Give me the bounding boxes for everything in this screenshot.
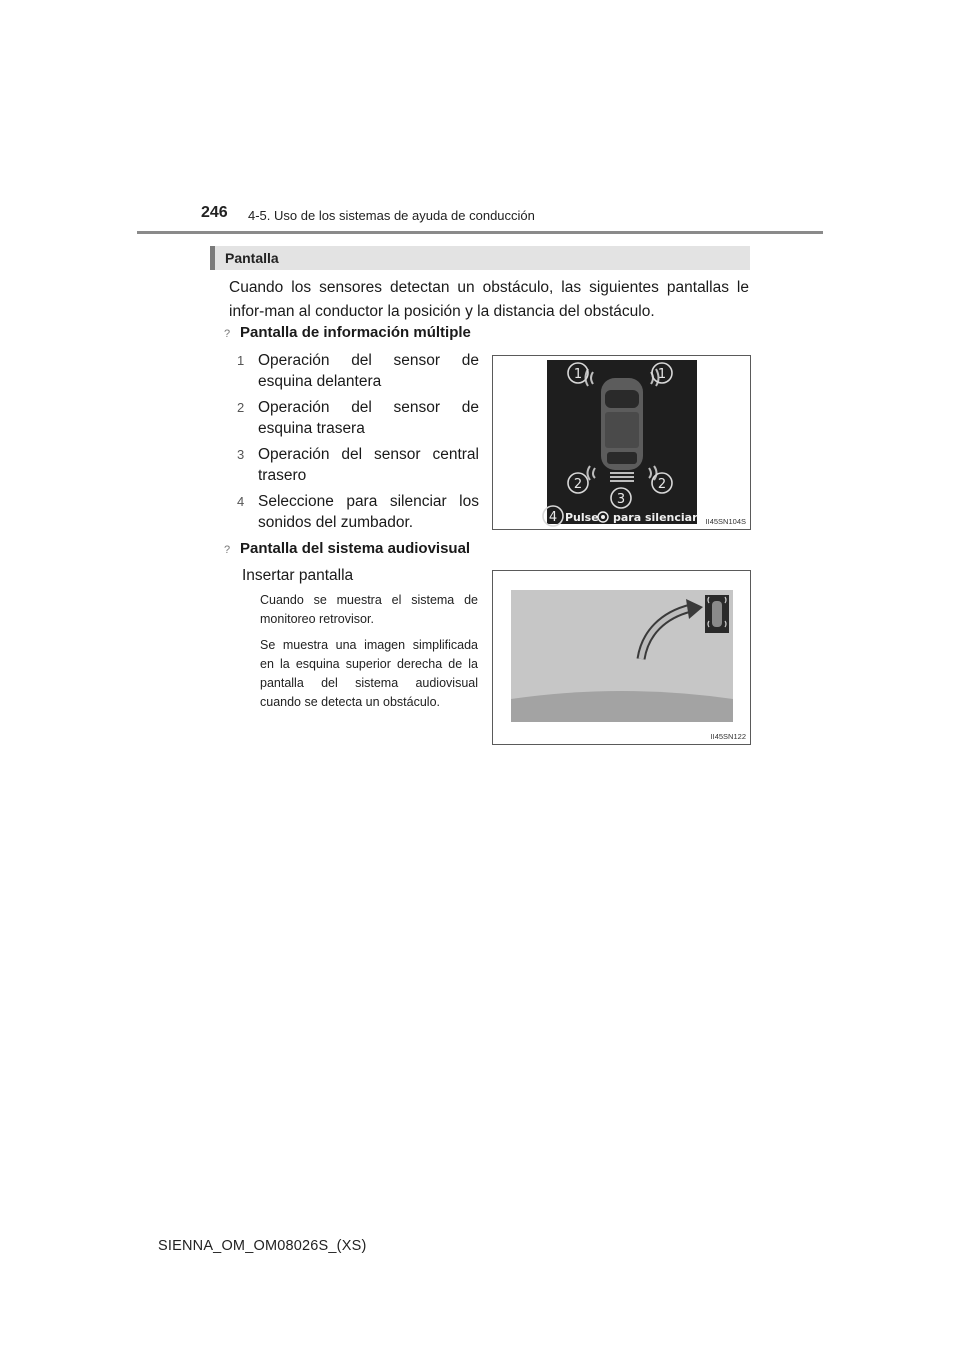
item-text: Operación del sensor central trasero	[258, 446, 479, 484]
figure-code: II45SN122	[710, 732, 746, 741]
list-item	[237, 444, 479, 488]
figure-audio-screen	[492, 570, 751, 745]
page-number: 246	[201, 204, 228, 221]
audio-para-1: Cuando se muestra el sistema de monitoreo retrovisor.	[260, 593, 478, 626]
item-number: 3	[237, 447, 245, 462]
section-accent	[210, 246, 215, 270]
callout-2a: 2	[573, 477, 583, 492]
callout-1b: 1	[657, 367, 667, 382]
subheading-audio	[224, 540, 470, 557]
subheading-mid	[224, 324, 471, 341]
item-text: Operación del sensor de esquina trasera	[258, 399, 479, 437]
insert-screen-label: Insertar pantalla	[242, 567, 354, 584]
audio-para-2: Se muestra una imagen simplificada en la esquina superior derecha de la pantalla del sistema audiovisual cuando se detecta un obstáculo.	[260, 638, 478, 709]
list-item	[237, 350, 479, 394]
subheading-audio-text: Pantalla del sistema audiovisual	[240, 540, 471, 557]
header-rule	[137, 231, 823, 234]
item-text: Seleccione para silenciar los sonidos del zumbador.	[258, 493, 479, 531]
sensor-display-illustration	[493, 356, 750, 529]
footer-doc-id: SIENNA_OM_OM08026S_(XS)	[158, 1238, 367, 1254]
section-heading	[210, 246, 750, 270]
intro-paragraph: Cuando los sensores detectan un obstáculo, las siguientes pantallas le infor-man al conductor la posición y la distancia del obstáculo.	[229, 279, 749, 320]
item-text: Operación del sensor de esquina delantera	[258, 352, 479, 390]
audio-screen-illustration	[493, 571, 750, 744]
mute-text-left: Pulse	[565, 511, 599, 524]
subheading-mid-text: Pantalla de información múltiple	[240, 324, 471, 341]
item-number: 2	[237, 400, 245, 415]
item-number: 4	[237, 494, 245, 509]
bullet-marker: ?	[224, 544, 231, 556]
list-item	[237, 491, 479, 535]
callout-1a: 1	[573, 367, 583, 382]
callout-4: 4	[548, 510, 558, 525]
chapter-title: 4-5. Uso de los sistemas de ayuda de conducción	[248, 208, 535, 223]
mute-text-right: para silenciar	[613, 511, 698, 524]
bullet-marker: ?	[224, 328, 231, 340]
item-number: 1	[237, 353, 245, 368]
figure-multi-info-display	[492, 355, 751, 530]
list-item	[237, 397, 479, 441]
figure-code: II45SN104S	[705, 517, 746, 526]
section-title: Pantalla	[225, 250, 279, 266]
callout-2b: 2	[657, 477, 667, 492]
callout-3: 3	[616, 492, 626, 507]
